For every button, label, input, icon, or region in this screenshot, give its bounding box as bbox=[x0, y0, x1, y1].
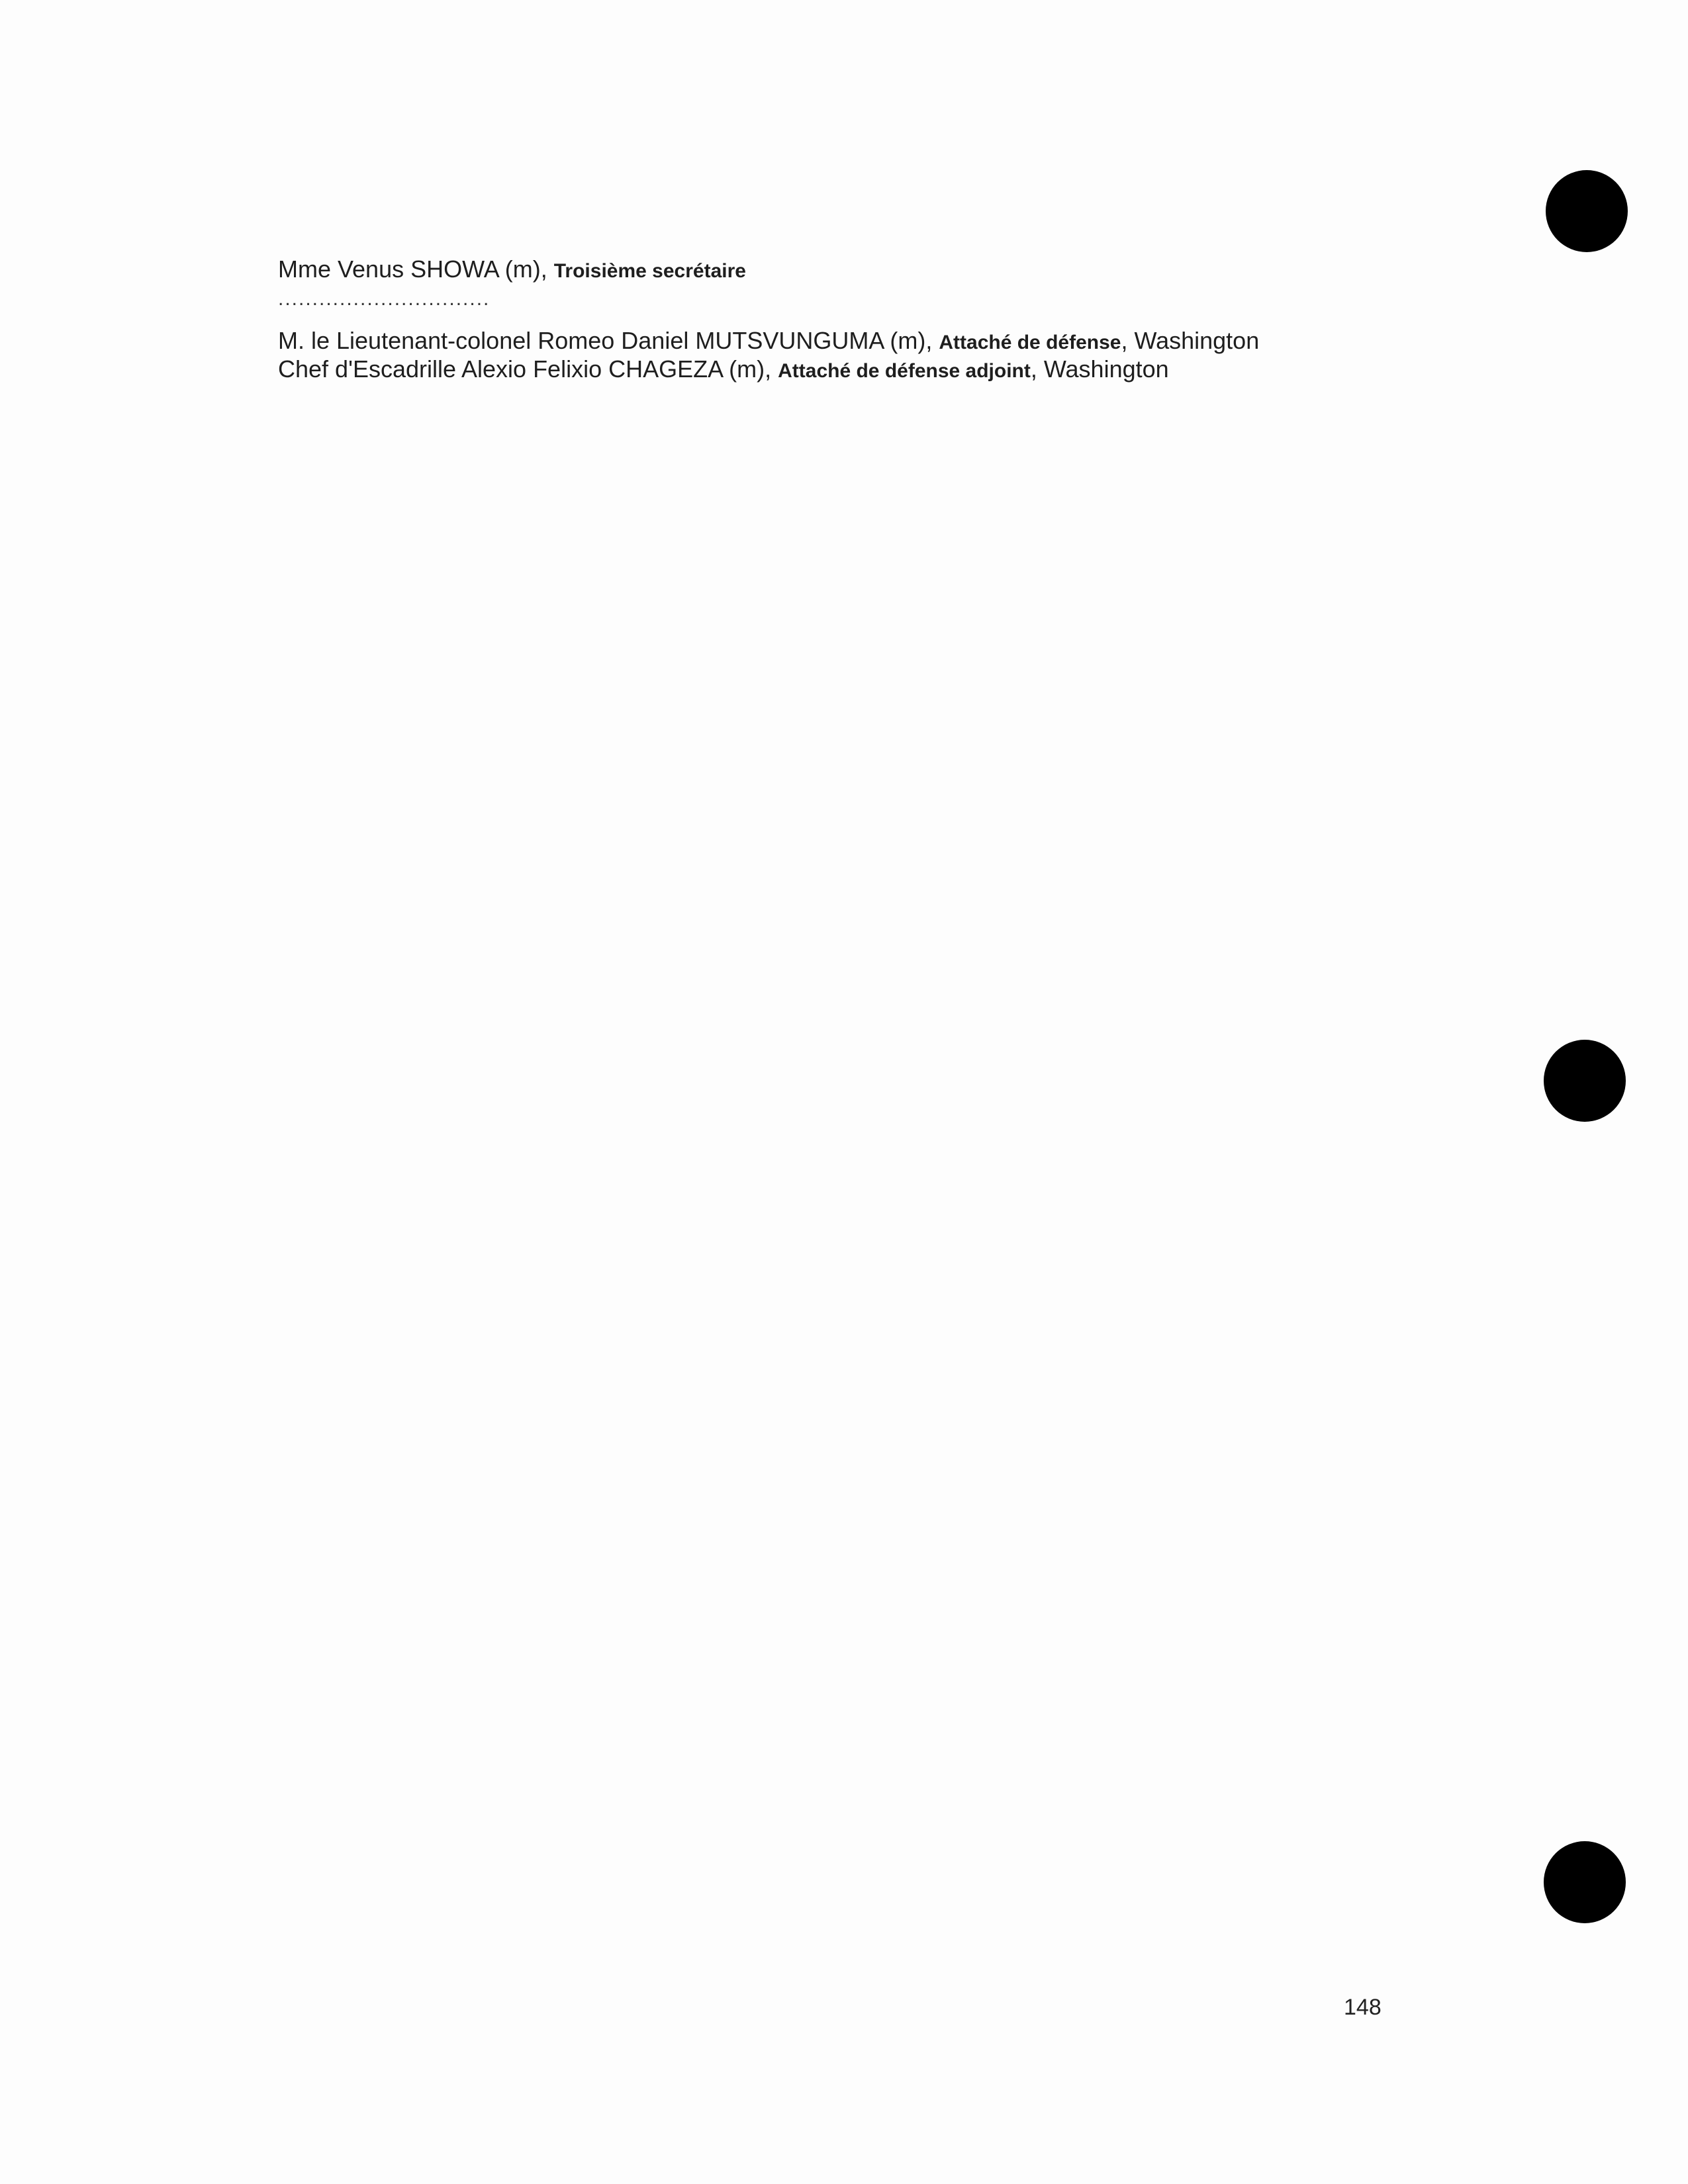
entry-location: , Washington bbox=[1121, 327, 1260, 354]
entry-title: Troisième secrétaire bbox=[553, 260, 746, 282]
entry-name: Chef d'Escadrille Alexio Felixio CHAGEZA (m), bbox=[278, 355, 772, 383]
page-number: 148 bbox=[1344, 1995, 1382, 2020]
entry-mutsvunguma bbox=[278, 326, 1259, 357]
entry-name: Mme Venus SHOWA (m), bbox=[278, 255, 547, 283]
entry-chageza bbox=[278, 355, 1169, 386]
entry-location: , Washington bbox=[1030, 355, 1169, 383]
entry-showa bbox=[278, 255, 746, 286]
entry-name: M. le Lieutenant-colonel Romeo Daniel MUTSVUNGUMA (m), bbox=[278, 327, 933, 354]
punch-hole-bottom bbox=[1544, 1841, 1626, 1923]
entry-title: Attaché de défense bbox=[939, 332, 1121, 353]
entry-title: Attaché de défense adjoint bbox=[778, 360, 1031, 382]
punch-hole-top bbox=[1546, 170, 1628, 252]
dotted-separator: ............................... bbox=[278, 288, 491, 310]
punch-hole-middle bbox=[1544, 1040, 1626, 1122]
